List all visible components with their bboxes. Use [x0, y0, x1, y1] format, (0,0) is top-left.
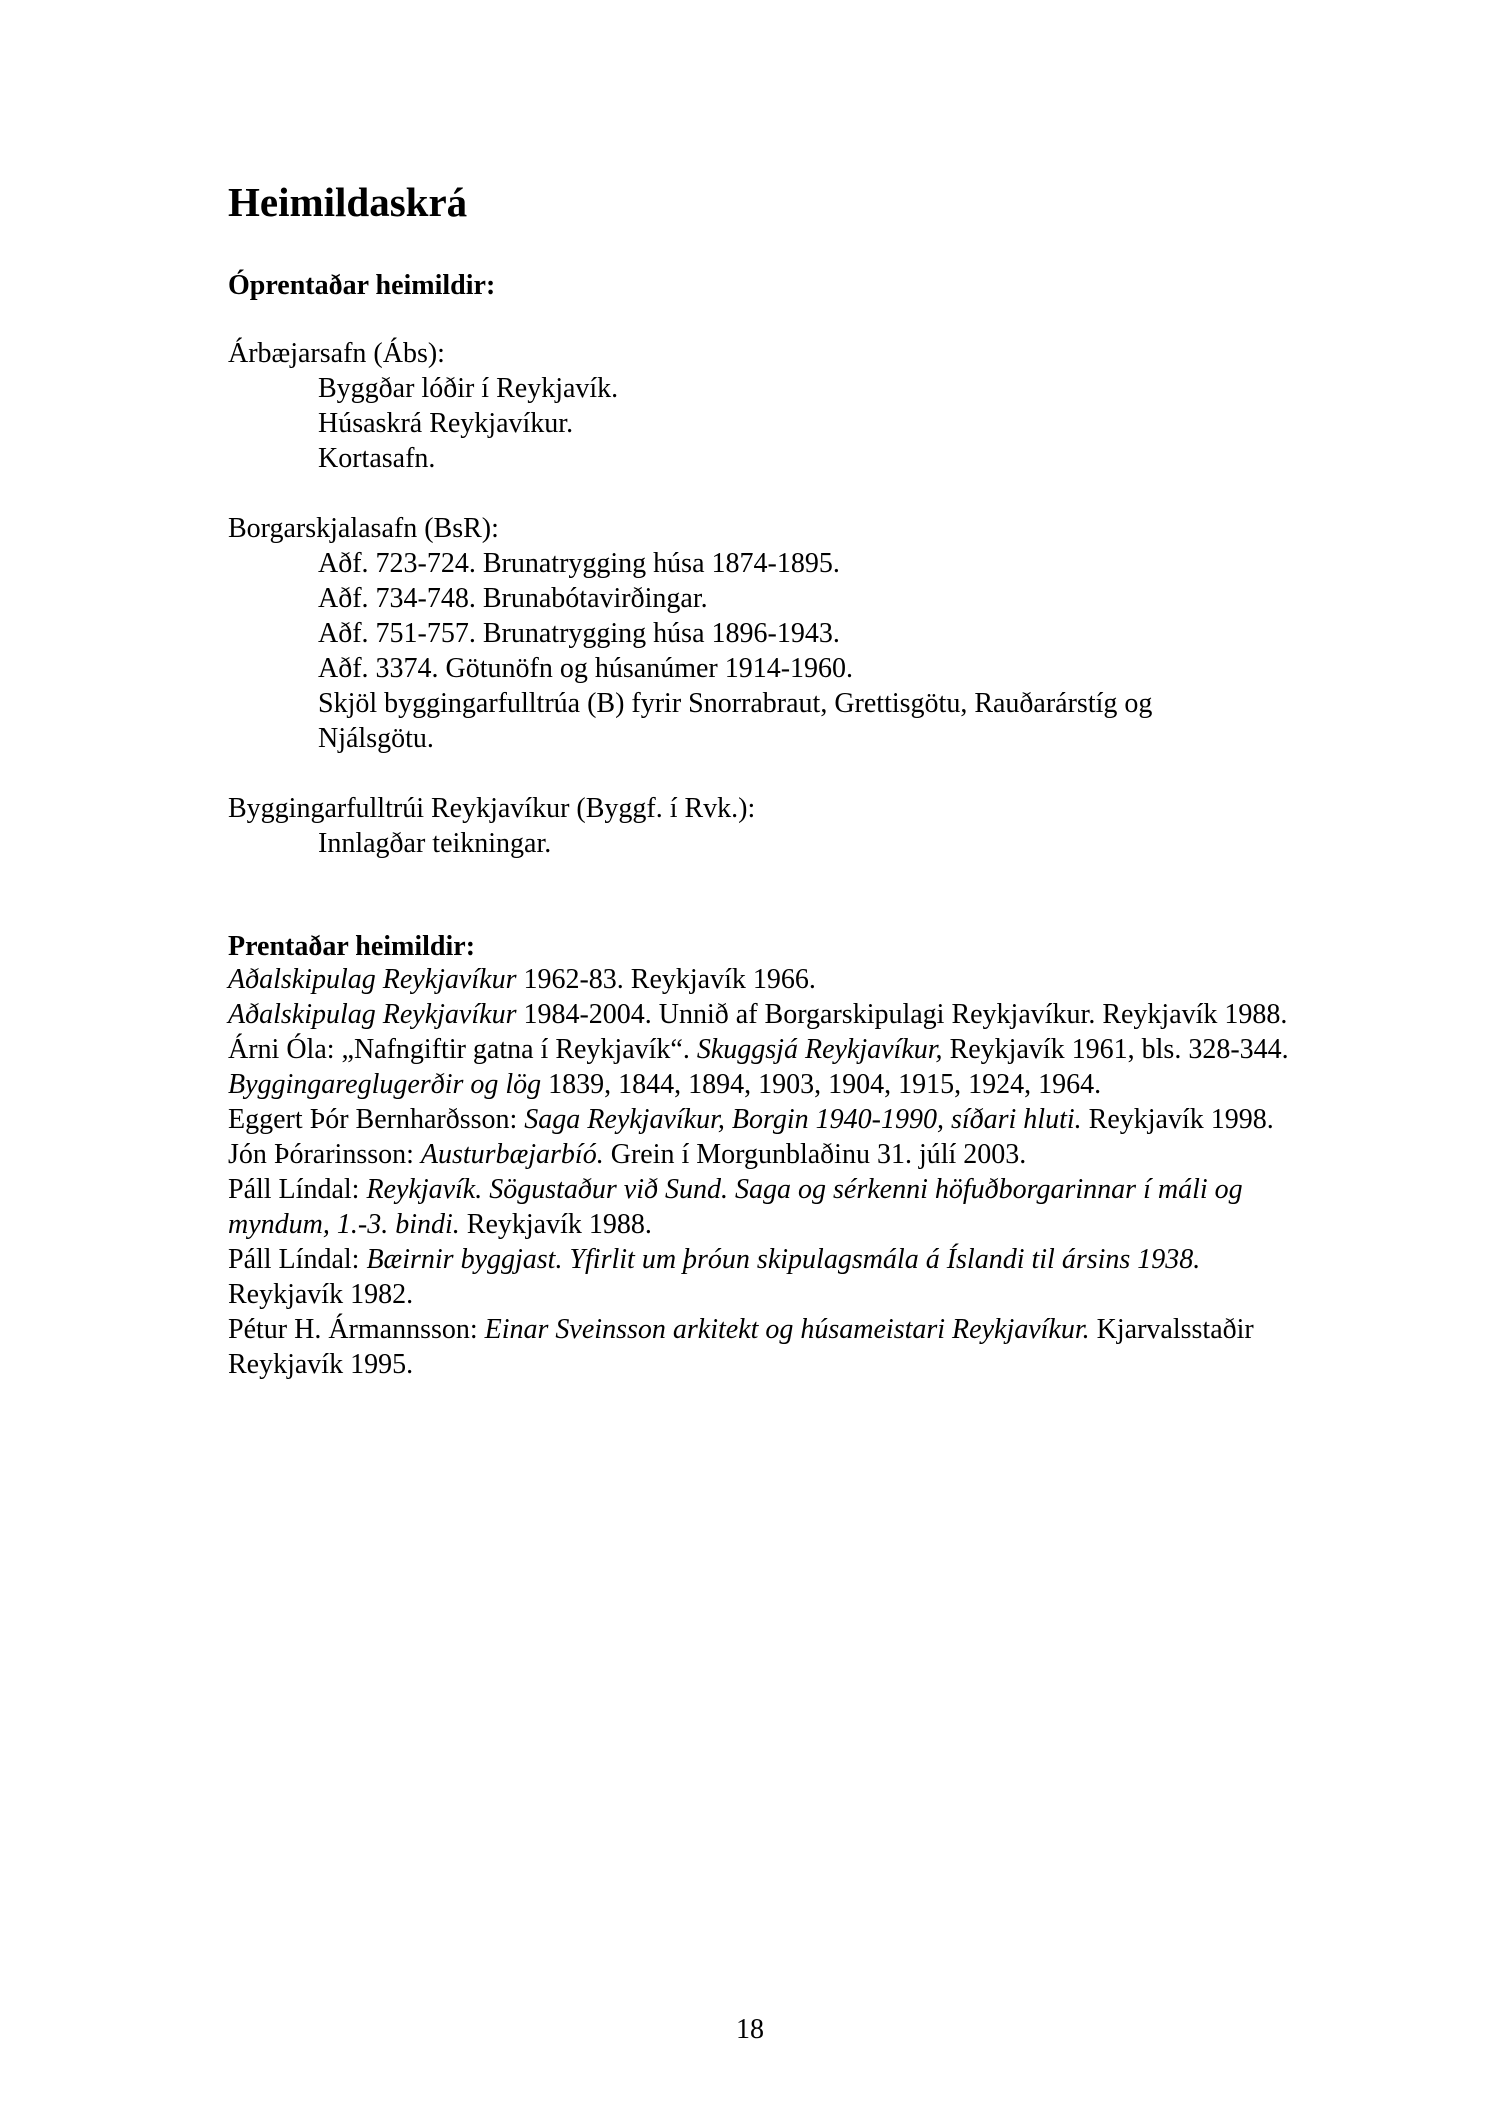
page-number: 18	[736, 2014, 764, 2045]
entry-text: Eggert Þór Bernharðsson:	[228, 1104, 525, 1135]
archive-borgarskjalasafn	[228, 511, 1328, 756]
entry-title-text: Einar Sveinsson arkitekt og húsameistari Reykjavíkur.	[484, 1314, 1090, 1345]
archive-item: Aðf. 751-757. Brunatrygging húsa 1896-1943.	[318, 618, 840, 649]
archive-item: Skjöl byggingarfulltrúa (B) fyrir Snorrabraut, Grettisgötu, Rauðarárstíg og	[318, 688, 1153, 719]
entry-text: Reykjavík 1961, bls. 328-344.	[942, 1034, 1289, 1065]
entry-text: Pétur H. Ármannsson:	[228, 1314, 485, 1345]
entry-title-text: Bæirnir byggjast. Yfirlit um þróun skipulagsmála á Íslandi til ársins 1938.	[366, 1244, 1201, 1275]
archive-item: Aðf. 3374. Götunöfn og húsanúmer 1914-1960.	[318, 653, 854, 684]
bibliography-entry	[228, 997, 1308, 1032]
page-title: Heimildaskrá	[228, 179, 468, 225]
entry-text: Reykjavík 1982.	[228, 1279, 414, 1310]
entry-title-text: Aðalskipulag Reykjavíkur	[228, 999, 517, 1030]
entry-title-text: Byggingareglugerðir og lög	[228, 1069, 542, 1100]
entry-text: Kjarvalsstaðir Reykjavík 1995.	[228, 1314, 1254, 1380]
archive-byggingarfulltrui	[228, 791, 1328, 861]
entry-title-text: Saga Reykjavíkur, Borgin 1940-1990, síðari hluti.	[524, 1104, 1082, 1135]
entry-text: Reykjavík 1998.	[1081, 1104, 1274, 1135]
archive-name: Byggingarfulltrúi Reykjavíkur (Byggf. í Rvk.):	[228, 793, 756, 824]
entry-text: Reykjavík 1988.	[459, 1209, 652, 1240]
entry-text: 1984-2004. Unnið af Borgarskipulagi Reykjavíkur. Reykjavík 1988.	[516, 999, 1288, 1030]
archive-name: Borgarskjalasafn (BsR):	[228, 513, 499, 544]
bibliography-entry	[228, 1312, 1308, 1382]
archive-item: Kortasafn.	[318, 443, 436, 474]
entry-title-text: Reykjavík. Sögustaður við Sund. Saga og sérkenni höfuðborgarinnar í máli og myndum, 1.-3. bindi.	[228, 1174, 1243, 1240]
bibliography-entry	[228, 1067, 1308, 1102]
archive-item: Innlagðar teikningar.	[318, 828, 552, 859]
bibliography-entry	[228, 1102, 1308, 1137]
bibliography-entry	[228, 1172, 1308, 1242]
archive-item: Aðf. 734-748. Brunabótavirðingar.	[318, 583, 708, 614]
entry-text: Páll Líndal:	[228, 1244, 367, 1275]
archive-item: Húsaskrá Reykjavíkur.	[318, 408, 574, 439]
unprinted-sources-heading: Óprentaðar heimildir:	[228, 270, 496, 301]
bibliography-entry	[228, 962, 1308, 997]
entry-text: Páll Líndal:	[228, 1174, 367, 1205]
entry-title-text: Aðalskipulag Reykjavíkur	[228, 964, 517, 995]
archive-name: Árbæjarsafn (Ábs):	[228, 338, 445, 369]
printed-sources-list	[228, 962, 1308, 1382]
archive-item: Byggðar lóðir í Reykjavík.	[318, 373, 619, 404]
entry-text: Árni Óla: „Nafngiftir gatna í Reykjavík“.	[228, 1034, 697, 1065]
archive-arbaejarsafn	[228, 336, 1328, 476]
entry-text: 1962-83. Reykjavík 1966.	[516, 964, 816, 995]
entry-text: 1839, 1844, 1894, 1903, 1904, 1915, 1924, 1964.	[541, 1069, 1102, 1100]
bibliography-entry	[228, 1242, 1308, 1312]
bibliography-entry	[228, 1032, 1308, 1067]
entry-title-text: Austurbæjarbíó.	[420, 1139, 604, 1170]
entry-text: Grein í Morgunblaðinu 31. júlí 2003.	[603, 1139, 1027, 1170]
archive-item: Aðf. 723-724. Brunatrygging húsa 1874-1895.	[318, 548, 840, 579]
entry-text: Jón Þórarinsson:	[228, 1139, 421, 1170]
entry-title-text: Skuggsjá Reykjavíkur,	[696, 1034, 943, 1065]
bibliography-entry	[228, 1137, 1308, 1172]
archive-item: Njálsgötu.	[318, 723, 434, 754]
printed-sources-heading: Prentaðar heimildir:	[228, 931, 476, 962]
